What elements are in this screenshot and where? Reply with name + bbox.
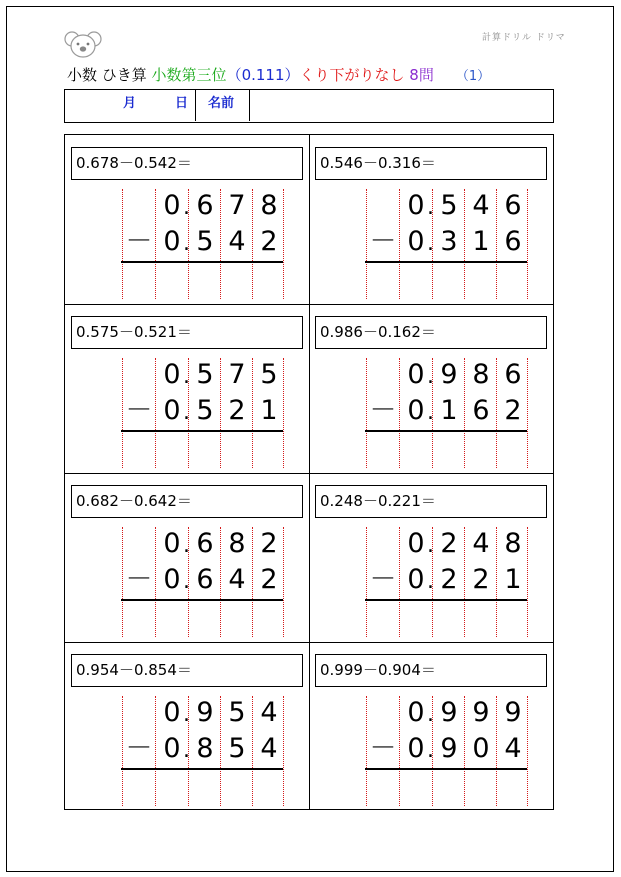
minus-sign: －	[369, 226, 397, 257]
top-digit: 0	[163, 528, 181, 559]
guide-line	[220, 696, 221, 806]
decimal-point: .	[427, 364, 434, 389]
guide-line	[496, 527, 497, 637]
bottom-digit: 2	[472, 564, 490, 595]
guide-line	[122, 358, 123, 468]
problem-5	[65, 473, 309, 642]
top-digit: 6	[504, 190, 522, 221]
decimal-point: .	[427, 195, 434, 220]
minus-sign: －	[369, 733, 397, 764]
equation-box[interactable]: 0.678－0.542＝	[71, 147, 303, 180]
day-label: 日	[175, 96, 189, 111]
minus-sign: －	[125, 564, 153, 595]
decimal-point: .	[427, 738, 434, 763]
bottom-digit: 6	[196, 564, 214, 595]
bottom-digit: 0	[407, 733, 425, 764]
decimal-point: .	[427, 231, 434, 256]
top-digit: 6	[196, 190, 214, 221]
top-digit: 0	[407, 190, 425, 221]
bottom-digit: 0	[163, 733, 181, 764]
decimal-point: .	[427, 400, 434, 425]
guide-line	[155, 189, 156, 299]
top-digit: 0	[163, 697, 181, 728]
bottom-digit: 4	[228, 226, 246, 257]
top-digit: 8	[260, 190, 278, 221]
guide-line	[399, 527, 400, 637]
worksheet-title	[67, 64, 490, 85]
guide-line	[464, 358, 465, 468]
guide-line	[283, 189, 284, 299]
decimal-point: .	[183, 738, 190, 763]
answer-rule	[121, 430, 283, 432]
bottom-digit: 0	[163, 564, 181, 595]
top-digit: 6	[196, 528, 214, 559]
title-condition: くり下がりなし	[299, 66, 405, 84]
guide-line	[283, 696, 284, 806]
decimal-point: .	[427, 569, 434, 594]
answer-rule	[121, 261, 283, 263]
top-digit: 4	[472, 190, 490, 221]
title-level: 小数第三位	[151, 66, 227, 84]
guide-line	[527, 696, 528, 806]
guide-line	[220, 189, 221, 299]
top-digit: 0	[407, 359, 425, 390]
bottom-digit: 6	[504, 226, 522, 257]
bottom-digit: 0	[163, 226, 181, 257]
top-digit: 5	[440, 190, 458, 221]
guide-line	[155, 358, 156, 468]
problem-3	[65, 304, 309, 473]
guide-line	[527, 189, 528, 299]
brand-label: 計算ドリル ドリマ	[482, 33, 566, 43]
bottom-digit: 4	[228, 564, 246, 595]
bottom-digit: 0	[407, 226, 425, 257]
guide-line	[366, 189, 367, 299]
bottom-digit: 4	[260, 733, 278, 764]
title-count: 8問	[404, 66, 434, 84]
bottom-digit: 1	[472, 226, 490, 257]
problem-1	[65, 135, 309, 304]
decimal-point: .	[183, 195, 190, 220]
top-digit: 9	[196, 697, 214, 728]
decimal-point: .	[427, 533, 434, 558]
problem-grid	[64, 134, 554, 810]
guide-line	[283, 527, 284, 637]
problem-8	[309, 642, 553, 811]
top-digit: 9	[504, 697, 522, 728]
bottom-digit: 0	[163, 395, 181, 426]
problem-2	[309, 135, 553, 304]
guide-line	[155, 527, 156, 637]
bottom-digit: 1	[504, 564, 522, 595]
title-subject: 小数 ひき算	[67, 66, 152, 84]
problem-6	[309, 473, 553, 642]
top-digit: 0	[407, 697, 425, 728]
bottom-digit: 5	[228, 733, 246, 764]
top-digit: 5	[228, 697, 246, 728]
minus-sign: －	[369, 564, 397, 595]
name-label: 名前	[208, 96, 235, 111]
title-example: （0.111）	[226, 66, 300, 84]
top-digit: 4	[472, 528, 490, 559]
top-digit: 9	[440, 697, 458, 728]
top-digit: 5	[196, 359, 214, 390]
bottom-digit: 1	[260, 395, 278, 426]
guide-line	[252, 358, 253, 468]
decimal-point: .	[183, 569, 190, 594]
problem-7	[65, 642, 309, 811]
guide-line	[496, 189, 497, 299]
guide-line	[122, 696, 123, 806]
top-digit: 9	[440, 359, 458, 390]
bottom-digit: 1	[440, 395, 458, 426]
guide-line	[283, 358, 284, 468]
decimal-point: .	[427, 702, 434, 727]
guide-line	[122, 189, 123, 299]
minus-sign: －	[125, 733, 153, 764]
top-digit: 8	[504, 528, 522, 559]
guide-line	[496, 696, 497, 806]
bottom-digit: 5	[196, 395, 214, 426]
guide-line	[464, 527, 465, 637]
top-digit: 2	[440, 528, 458, 559]
guide-line	[399, 696, 400, 806]
guide-line	[399, 189, 400, 299]
top-digit: 6	[504, 359, 522, 390]
top-digit: 0	[163, 359, 181, 390]
month-label: 月	[123, 96, 137, 111]
top-digit: 0	[163, 190, 181, 221]
bottom-digit: 8	[196, 733, 214, 764]
equation-box[interactable]: 0.546－0.316＝	[315, 147, 547, 180]
top-digit: 7	[228, 190, 246, 221]
answer-rule	[121, 599, 283, 601]
equation-box[interactable]: 0.954－0.854＝	[71, 654, 303, 687]
guide-line	[464, 189, 465, 299]
bottom-digit: 3	[440, 226, 458, 257]
guide-line	[220, 527, 221, 637]
equation-box[interactable]: 0.248－0.221＝	[315, 485, 547, 518]
guide-line	[155, 696, 156, 806]
guide-line	[220, 358, 221, 468]
guide-line	[366, 527, 367, 637]
minus-sign: －	[125, 226, 153, 257]
bottom-digit: 5	[196, 226, 214, 257]
guide-line	[252, 189, 253, 299]
guide-line	[399, 358, 400, 468]
decimal-point: .	[183, 533, 190, 558]
top-digit: 2	[260, 528, 278, 559]
guide-line	[366, 358, 367, 468]
bottom-digit: 2	[228, 395, 246, 426]
minus-sign: －	[369, 395, 397, 426]
top-digit: 8	[472, 359, 490, 390]
bottom-digit: 6	[472, 395, 490, 426]
top-digit: 7	[228, 359, 246, 390]
guide-line	[527, 358, 528, 468]
bottom-digit: 2	[260, 564, 278, 595]
top-digit: 8	[228, 528, 246, 559]
decimal-point: .	[183, 702, 190, 727]
top-digit: 4	[260, 697, 278, 728]
guide-line	[366, 696, 367, 806]
equation-box[interactable]: 0.986－0.162＝	[315, 316, 547, 349]
guide-line	[252, 696, 253, 806]
guide-line	[464, 696, 465, 806]
bottom-digit: 2	[260, 226, 278, 257]
koala-face-icon	[64, 29, 102, 59]
bottom-digit: 0	[407, 395, 425, 426]
title-sheet-number: （1）	[455, 69, 491, 84]
bottom-digit: 4	[504, 733, 522, 764]
bottom-digit: 0	[407, 564, 425, 595]
bottom-digit: 2	[504, 395, 522, 426]
equation-box[interactable]: 0.575－0.521＝	[71, 316, 303, 349]
bottom-digit: 9	[440, 733, 458, 764]
guide-line	[496, 358, 497, 468]
equation-box[interactable]: 0.682－0.642＝	[71, 485, 303, 518]
answer-rule	[365, 261, 527, 263]
equation-box[interactable]: 0.999－0.904＝	[315, 654, 547, 687]
guide-line	[252, 527, 253, 637]
guide-line	[527, 527, 528, 637]
name-date-bar	[64, 89, 554, 123]
decimal-point: .	[183, 364, 190, 389]
answer-rule	[365, 768, 527, 770]
top-digit: 5	[260, 359, 278, 390]
problem-4	[309, 304, 553, 473]
decimal-point: .	[183, 231, 190, 256]
guide-line	[122, 527, 123, 637]
answer-rule	[365, 599, 527, 601]
top-digit: 9	[472, 697, 490, 728]
top-digit: 0	[407, 528, 425, 559]
answer-rule	[365, 430, 527, 432]
bottom-digit: 0	[472, 733, 490, 764]
decimal-point: .	[183, 400, 190, 425]
minus-sign: －	[125, 395, 153, 426]
answer-rule	[121, 768, 283, 770]
bottom-digit: 2	[440, 564, 458, 595]
